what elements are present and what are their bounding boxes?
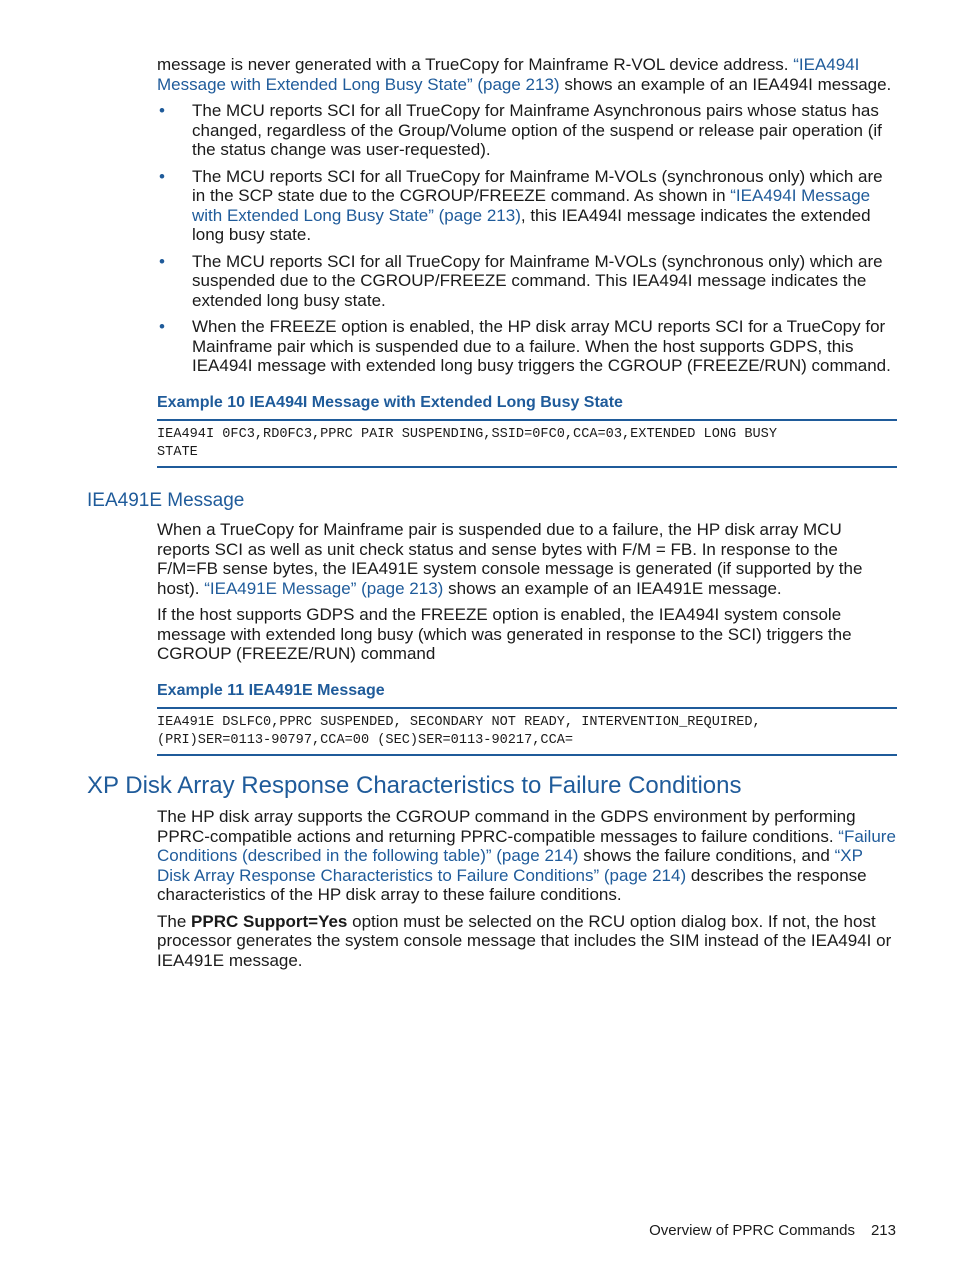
list-item: • The MCU reports SCI for all TrueCopy for Mainframe M-VOLs (synchronous only) which are in the SCP state due to the CGROUP/FREEZE command. As shown in “IEA494I Message with Extended Long Busy State” (page 213), this IEA494I message indicates the extended long busy state. [159, 166, 883, 244]
bullet-icon: • [159, 101, 165, 120]
example10-link[interactable]: “IEA494I Message with Extended Long Busy State” (page 213) [192, 186, 871, 225]
intro-link[interactable]: “IEA494I Message with Extended Long Busy State” (page 213) [157, 55, 860, 94]
response-characteristics-link[interactable]: “XP Disk Array Response Characteristics to Failure Conditions” (page 214) [157, 846, 863, 885]
example11-link[interactable]: “IEA491E Message” (page 213) [204, 578, 444, 598]
page-number: 213 [870, 1222, 896, 1239]
iea491e-paragraph-1: When a TrueCopy for Mainframe pair is suspended due to a failure, the HP disk array MCU reports SCI as well as unit check status and sense bytes with F/M = FB. In response to the F/M=FB sense bytes, the IEA491E system console message is generated (if supported by the host). “IEA491E Message” (page 213) shows an example of an IEA491E message. [157, 520, 863, 598]
footer-title: Overview of PPRC Commands [649, 1222, 855, 1239]
bullet-icon: • [159, 251, 165, 271]
section-xp-body [157, 807, 897, 970]
section-iea491e-body [157, 520, 897, 756]
list-item: • When the FREEZE option is enabled, the HP disk array MCU reports SCI for a TrueCopy for Mainframe pair which is suspended due to a failure. When the host supports GDPS, this IEA494I message with extended long busy triggers the CGROUP (FREEZE/RUN) command. [159, 317, 891, 375]
page-body [157, 55, 897, 468]
bullet-icon: • [159, 317, 165, 336]
example11-code: IEA491E DSLFC0,PPRC SUSPENDED, SECONDARY NOT READY, INTERVENTION_REQUIRED, (PRI)SER=0113-90797,CCA=00 (SEC)SER=0113-90217,CCA= [157, 707, 897, 756]
section-heading-iea491e: IEA491E Message [87, 490, 245, 511]
section-heading-xp: XP Disk Array Response Characteristics to Failure Conditions [87, 772, 742, 799]
intro-text: message is never generated with a TrueCopy for Mainframe R-VOL device address. [157, 55, 794, 74]
bullet-list [157, 101, 897, 376]
bullet-icon: • [159, 166, 165, 186]
failure-conditions-link[interactable]: “Failure Conditions (described in the following table)” (page 214) [157, 826, 896, 865]
list-item: • The MCU reports SCI for all TrueCopy for Mainframe Asynchronous pairs whose status has changed, regardless of the Group/Volume option of the suspend or release pair operation (if the status change was user-requested). [159, 101, 882, 159]
iea491e-paragraph-2: If the host supports GDPS and the FREEZE option is enabled, the IEA494I system console message with extended long busy (which was generated in response to the SCI) triggers the CGROUP (FREEZE/RUN) command [157, 605, 852, 663]
intro-paragraph [157, 55, 897, 94]
intro-text-end: shows an example of an IEA494I message. [559, 74, 892, 94]
list-item: • The MCU reports SCI for all TrueCopy for Mainframe M-VOLs (synchronous only) which are suspended due to the CGROUP/FREEZE command. This IEA494I message indicates the extended long busy state. [159, 251, 883, 310]
xp-paragraph-1: The HP disk array supports the CGROUP command in the GDPS environment by performing PPRC-compatible actions and returning PPRC-compatible messages to failure conditions. “Failure Conditions (described in the following table)” (page 214) shows the failure conditions, and “XP Disk Array Response Characteristics to Failure Conditions” (page 214) describes the response characteristics of the HP disk array to these failure conditions. [157, 807, 896, 904]
xp-paragraph-2: The PPRC Support=Yes option must be selected on the RCU option dialog box. If not, the host processor generates the system console message that includes the SIM instead of the IEA494I or IEA491E message. [157, 911, 892, 970]
example11-title: Example 11 IEA491E Message [157, 681, 385, 699]
pprc-support-option: PPRC Support=Yes [191, 911, 348, 931]
example10-title: Example 10 IEA494I Message with Extended Long Busy State [157, 393, 623, 411]
page-footer [649, 1222, 896, 1239]
example10-code: IEA494I 0FC3,RD0FC3,PPRC PAIR SUSPENDING,SSID=0FC0,CCA=03,EXTENDED LONG BUSY STATE [157, 419, 897, 468]
